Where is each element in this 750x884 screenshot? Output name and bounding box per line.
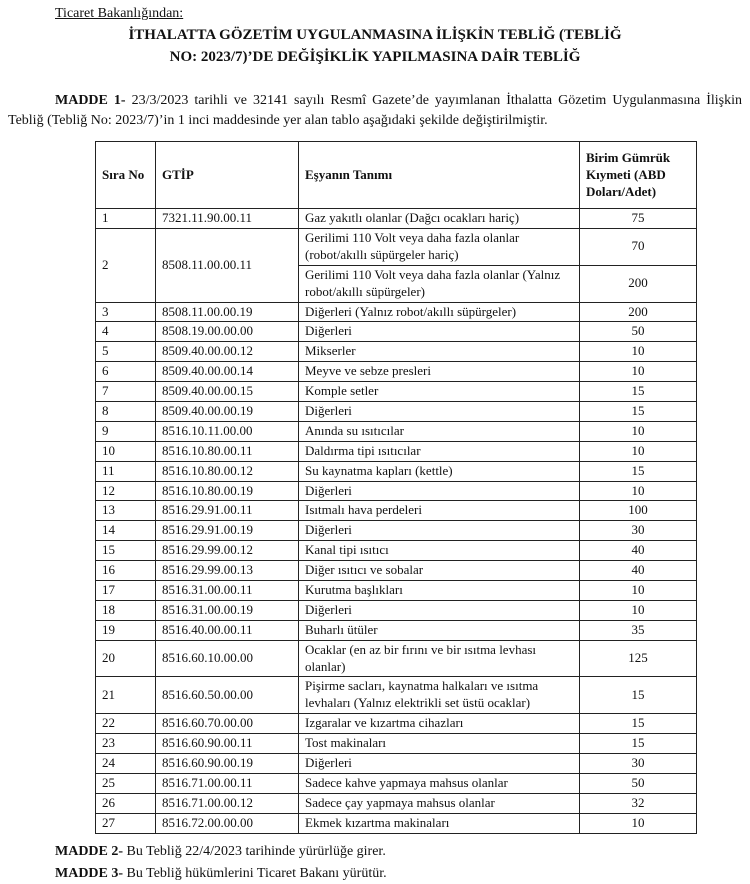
table-row	[96, 561, 697, 581]
cell-sira-no: 20	[96, 640, 156, 677]
cell-sira-no: 1	[96, 209, 156, 229]
cell-birim-gumruk-kiymeti: 15	[580, 461, 697, 481]
cell-esyanin-tanimi: Anında su ısıtıcılar	[299, 421, 580, 441]
header-esyanin-tanimi: Eşyanın Tanımı	[299, 142, 580, 209]
cell-sira-no: 23	[96, 734, 156, 754]
cell-gtip: 8508.19.00.00.00	[156, 322, 299, 342]
table-row	[96, 714, 697, 734]
cell-sira-no: 21	[96, 677, 156, 714]
table-row	[96, 773, 697, 793]
table-row	[96, 461, 697, 481]
cell-esyanin-tanimi: Diğerleri	[299, 521, 580, 541]
table-row	[96, 382, 697, 402]
cell-esyanin-tanimi: Diğerleri	[299, 600, 580, 620]
article-3-label: MADDE 3-	[55, 865, 124, 881]
cell-sira-no: 14	[96, 521, 156, 541]
cell-esyanin-tanimi: Isıtmalı hava perdeleri	[299, 501, 580, 521]
table-row	[96, 793, 697, 813]
cell-birim-gumruk-kiymeti: 50	[580, 322, 697, 342]
cell-gtip: 8508.11.00.00.11	[156, 228, 299, 302]
cell-sira-no: 2	[96, 228, 156, 302]
cell-esyanin-tanimi: Diğerleri	[299, 754, 580, 774]
document-title-line2: NO: 2023/7)’DE DEĞİŞİKLİK YAPILMASINA DAİR TEBLİĞ	[169, 48, 581, 65]
table-row	[96, 228, 697, 265]
table-row	[96, 342, 697, 362]
document-title-line1: İTHALATTA GÖZETİM UYGULANMASINA İLİŞKİN TEBLİĞ (TEBLİĞ	[128, 27, 622, 43]
table-row	[96, 209, 697, 229]
cell-gtip: 8516.60.90.00.11	[156, 734, 299, 754]
cell-birim-gumruk-kiymeti: 50	[580, 773, 697, 793]
table-row	[96, 421, 697, 441]
table-row	[96, 734, 697, 754]
table-row	[96, 441, 697, 461]
goods-table	[95, 141, 697, 834]
cell-birim-gumruk-kiymeti: 30	[580, 754, 697, 774]
cell-esyanin-tanimi: Pişirme sacları, kaynatma halkaları ve ısıtma levhaları (Yalnız elektrikli set üstü ocaklar)	[299, 677, 580, 714]
cell-birim-gumruk-kiymeti: 200	[580, 265, 697, 302]
header-sira-no: Sıra No	[96, 142, 156, 209]
cell-sira-no: 27	[96, 813, 156, 833]
cell-esyanin-tanimi: Diğer ısıtıcı ve sobalar	[299, 561, 580, 581]
cell-gtip: 8516.60.10.00.00	[156, 640, 299, 677]
issuing-authority: Ticaret Bakanlığından:	[55, 6, 184, 21]
cell-sira-no: 4	[96, 322, 156, 342]
table-row	[96, 640, 697, 677]
cell-sira-no: 10	[96, 441, 156, 461]
table-row	[96, 521, 697, 541]
cell-gtip: 8509.40.00.00.19	[156, 402, 299, 422]
cell-esyanin-tanimi: Diğerleri (Yalnız robot/akıllı süpürgeler)	[299, 302, 580, 322]
cell-esyanin-tanimi: Daldırma tipi ısıtıcılar	[299, 441, 580, 461]
article-3-text: Bu Tebliğ hükümlerini Ticaret Bakanı yürütür.	[123, 865, 387, 881]
cell-gtip: 8516.10.80.00.19	[156, 481, 299, 501]
cell-birim-gumruk-kiymeti: 15	[580, 402, 697, 422]
cell-esyanin-tanimi: Gerilimi 110 Volt veya daha fazla olanlar (Yalnız robot/akıllı süpürgeler)	[299, 265, 580, 302]
cell-sira-no: 6	[96, 362, 156, 382]
cell-sira-no: 9	[96, 421, 156, 441]
table-row	[96, 481, 697, 501]
cell-esyanin-tanimi: Sadece çay yapmaya mahsus olanlar	[299, 793, 580, 813]
cell-birim-gumruk-kiymeti: 70	[580, 228, 697, 265]
cell-esyanin-tanimi: Tost makinaları	[299, 734, 580, 754]
cell-gtip: 8509.40.00.00.14	[156, 362, 299, 382]
cell-gtip: 8516.60.70.00.00	[156, 714, 299, 734]
table-row	[96, 362, 697, 382]
cell-gtip: 8516.72.00.00.00	[156, 813, 299, 833]
cell-birim-gumruk-kiymeti: 35	[580, 620, 697, 640]
cell-birim-gumruk-kiymeti: 40	[580, 541, 697, 561]
header-birim-gumruk-kiymeti: Birim Gümrük Kıymeti (ABD Doları/Adet)	[580, 142, 697, 209]
cell-gtip: 8509.40.00.00.12	[156, 342, 299, 362]
article-2-paragraph	[8, 842, 742, 862]
cell-sira-no: 12	[96, 481, 156, 501]
header-row	[96, 142, 697, 209]
article-1-paragraph	[8, 91, 742, 132]
cell-sira-no: 19	[96, 620, 156, 640]
cell-gtip: 8516.71.00.00.11	[156, 773, 299, 793]
cell-sira-no: 3	[96, 302, 156, 322]
cell-sira-no: 26	[96, 793, 156, 813]
cell-gtip: 8516.29.99.00.12	[156, 541, 299, 561]
cell-birim-gumruk-kiymeti: 100	[580, 501, 697, 521]
cell-birim-gumruk-kiymeti: 40	[580, 561, 697, 581]
cell-gtip: 7321.11.90.00.11	[156, 209, 299, 229]
table-row	[96, 581, 697, 601]
table-row	[96, 302, 697, 322]
cell-sira-no: 15	[96, 541, 156, 561]
article-1-text: 23/3/2023 tarihli ve 32141 sayılı Resmî Gazete’de yayımlanan İthalatta Gözetim Uygulanmasına İlişkin Tebliğ (Tebliğ No: 2023/7)’in 1 inci maddesinde yer alan tablo aşağıdaki şekilde değiştirilmiştir.	[8, 92, 742, 128]
cell-birim-gumruk-kiymeti: 10	[580, 813, 697, 833]
cell-gtip: 8516.31.00.00.19	[156, 600, 299, 620]
cell-birim-gumruk-kiymeti: 10	[580, 600, 697, 620]
cell-gtip: 8516.29.99.00.13	[156, 561, 299, 581]
table-row	[96, 677, 697, 714]
table-row	[96, 402, 697, 422]
cell-gtip: 8516.60.50.00.00	[156, 677, 299, 714]
goods-table-header	[96, 142, 697, 209]
cell-esyanin-tanimi: Meyve ve sebze presleri	[299, 362, 580, 382]
table-row	[96, 813, 697, 833]
cell-sira-no: 11	[96, 461, 156, 481]
cell-sira-no: 16	[96, 561, 156, 581]
article-1-label: MADDE 1-	[55, 92, 126, 108]
cell-esyanin-tanimi: Mikserler	[299, 342, 580, 362]
cell-esyanin-tanimi: Buharlı ütüler	[299, 620, 580, 640]
article-3-paragraph	[8, 864, 742, 884]
cell-sira-no: 17	[96, 581, 156, 601]
cell-birim-gumruk-kiymeti: 15	[580, 677, 697, 714]
table-row	[96, 754, 697, 774]
cell-birim-gumruk-kiymeti: 10	[580, 421, 697, 441]
cell-birim-gumruk-kiymeti: 10	[580, 581, 697, 601]
cell-esyanin-tanimi: Kurutma başlıkları	[299, 581, 580, 601]
cell-gtip: 8516.71.00.00.12	[156, 793, 299, 813]
header-gtip: GTİP	[156, 142, 299, 209]
cell-sira-no: 18	[96, 600, 156, 620]
cell-birim-gumruk-kiymeti: 125	[580, 640, 697, 677]
cell-esyanin-tanimi: Diğerleri	[299, 322, 580, 342]
cell-birim-gumruk-kiymeti: 15	[580, 714, 697, 734]
table-row	[96, 501, 697, 521]
cell-esyanin-tanimi: Sadece kahve yapmaya mahsus olanlar	[299, 773, 580, 793]
cell-birim-gumruk-kiymeti: 30	[580, 521, 697, 541]
cell-sira-no: 8	[96, 402, 156, 422]
cell-gtip: 8516.40.00.00.11	[156, 620, 299, 640]
goods-table-body	[96, 209, 697, 834]
cell-birim-gumruk-kiymeti: 10	[580, 362, 697, 382]
cell-sira-no: 22	[96, 714, 156, 734]
cell-birim-gumruk-kiymeti: 15	[580, 734, 697, 754]
cell-birim-gumruk-kiymeti: 15	[580, 382, 697, 402]
table-row	[96, 620, 697, 640]
table-row	[96, 541, 697, 561]
cell-gtip: 8516.29.91.00.11	[156, 501, 299, 521]
official-gazette-page	[0, 6, 750, 881]
cell-esyanin-tanimi: Ekmek kızartma makinaları	[299, 813, 580, 833]
cell-sira-no: 13	[96, 501, 156, 521]
cell-birim-gumruk-kiymeti: 10	[580, 342, 697, 362]
document-title	[55, 25, 695, 69]
cell-esyanin-tanimi: Gaz yakıtlı olanlar (Dağcı ocakları hariç)	[299, 209, 580, 229]
cell-esyanin-tanimi: Kanal tipi ısıtıcı	[299, 541, 580, 561]
table-row	[96, 600, 697, 620]
cell-gtip: 8516.31.00.00.11	[156, 581, 299, 601]
article-2-label: MADDE 2-	[55, 843, 124, 859]
closing-articles	[0, 842, 750, 884]
cell-birim-gumruk-kiymeti: 10	[580, 441, 697, 461]
cell-birim-gumruk-kiymeti: 10	[580, 481, 697, 501]
cell-gtip: 8516.10.11.00.00	[156, 421, 299, 441]
cell-esyanin-tanimi: Diğerleri	[299, 402, 580, 422]
cell-sira-no: 25	[96, 773, 156, 793]
cell-birim-gumruk-kiymeti: 200	[580, 302, 697, 322]
cell-esyanin-tanimi: Komple setler	[299, 382, 580, 402]
cell-gtip: 8509.40.00.00.15	[156, 382, 299, 402]
cell-sira-no: 24	[96, 754, 156, 774]
cell-sira-no: 7	[96, 382, 156, 402]
cell-gtip: 8516.10.80.00.12	[156, 461, 299, 481]
cell-esyanin-tanimi: Ocaklar (en az bir fırını ve bir ısıtma levhası olanlar)	[299, 640, 580, 677]
cell-esyanin-tanimi: Diğerleri	[299, 481, 580, 501]
cell-gtip: 8516.29.91.00.19	[156, 521, 299, 541]
cell-gtip: 8516.60.90.00.19	[156, 754, 299, 774]
cell-gtip: 8516.10.80.00.11	[156, 441, 299, 461]
cell-esyanin-tanimi: Gerilimi 110 Volt veya daha fazla olanlar (robot/akıllı süpürgeler hariç)	[299, 228, 580, 265]
cell-gtip: 8508.11.00.00.19	[156, 302, 299, 322]
cell-birim-gumruk-kiymeti: 32	[580, 793, 697, 813]
table-row	[96, 322, 697, 342]
cell-birim-gumruk-kiymeti: 75	[580, 209, 697, 229]
cell-sira-no: 5	[96, 342, 156, 362]
cell-esyanin-tanimi: Izgaralar ve kızartma cihazları	[299, 714, 580, 734]
article-2-text: Bu Tebliğ 22/4/2023 tarihinde yürürlüğe girer.	[123, 843, 386, 859]
cell-esyanin-tanimi: Su kaynatma kapları (kettle)	[299, 461, 580, 481]
